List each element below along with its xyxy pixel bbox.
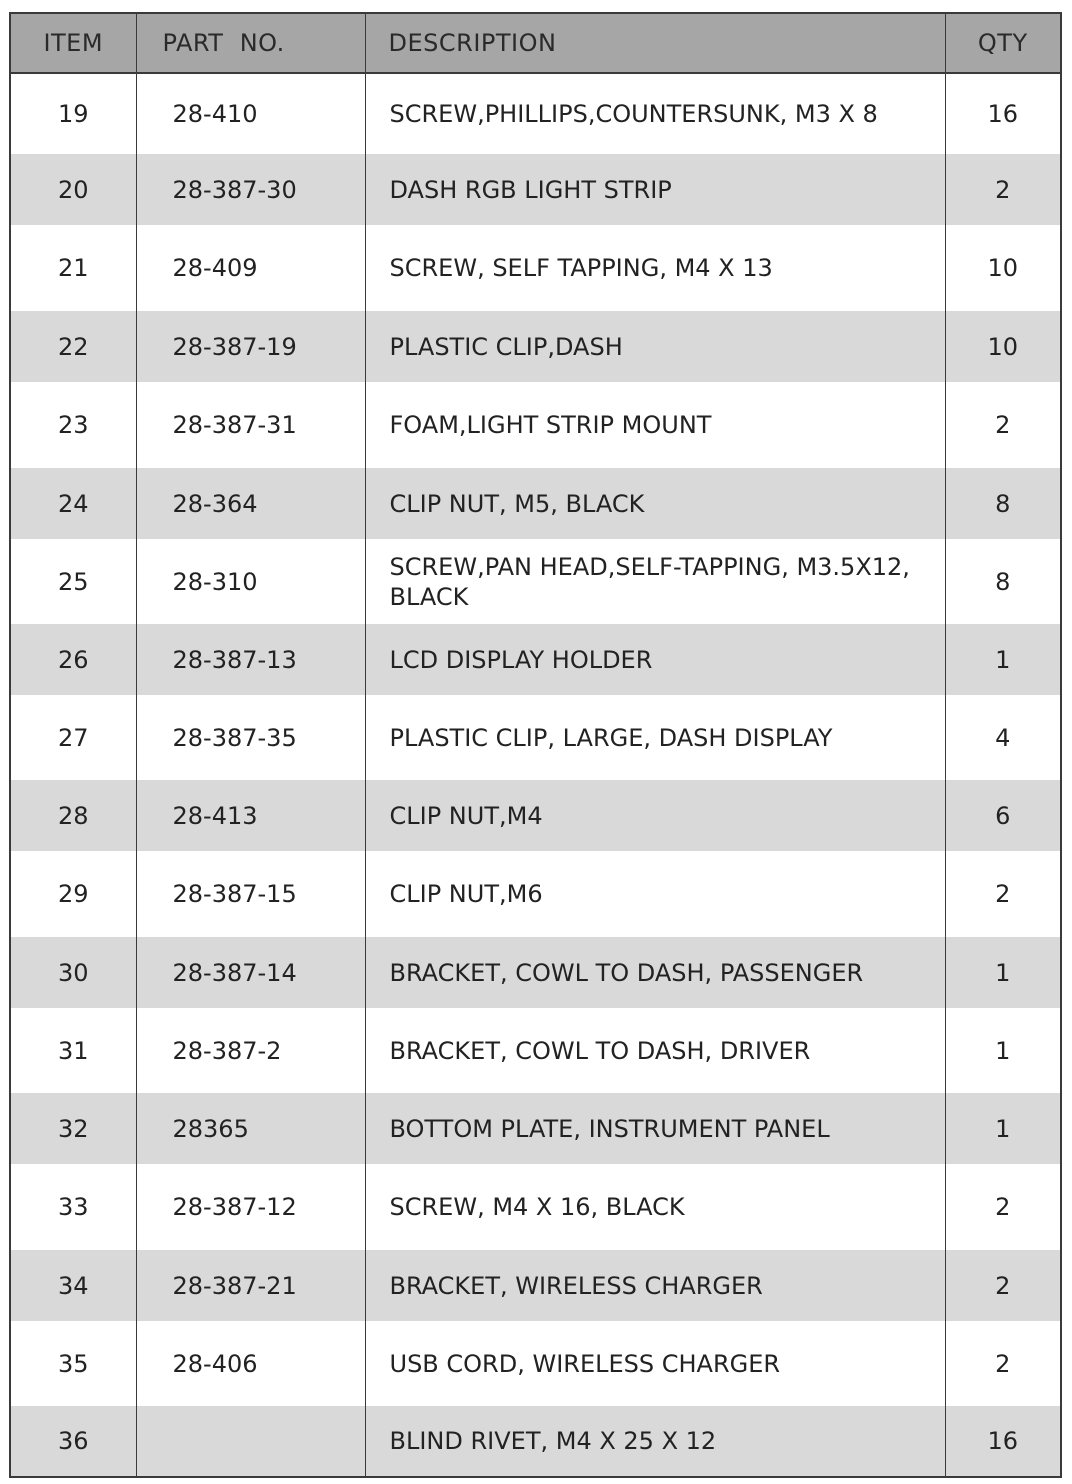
table-body bbox=[10, 73, 1061, 1477]
cell-part-no: 28-406 bbox=[136, 1321, 365, 1406]
cell-part-no: 28-410 bbox=[136, 73, 365, 154]
cell-item: 21 bbox=[10, 225, 136, 311]
cell-qty: 2 bbox=[945, 851, 1061, 937]
cell-description: BRACKET, COWL TO DASH, DRIVER bbox=[365, 1008, 945, 1093]
table-row bbox=[10, 937, 1061, 1008]
cell-qty: 2 bbox=[945, 1250, 1061, 1321]
cell-description: DASH RGB LIGHT STRIP bbox=[365, 154, 945, 225]
table-row bbox=[10, 780, 1061, 851]
cell-qty: 10 bbox=[945, 311, 1061, 382]
cell-part-no: 28-409 bbox=[136, 225, 365, 311]
cell-item: 23 bbox=[10, 382, 136, 468]
cell-qty: 2 bbox=[945, 154, 1061, 225]
cell-item: 36 bbox=[10, 1406, 136, 1477]
cell-part-no: 28-387-12 bbox=[136, 1164, 365, 1250]
cell-description: SCREW,PAN HEAD,SELF-TAPPING, M3.5X12, BLACK bbox=[365, 539, 945, 624]
cell-item: 31 bbox=[10, 1008, 136, 1093]
table-row bbox=[10, 695, 1061, 780]
cell-item: 33 bbox=[10, 1164, 136, 1250]
cell-qty: 1 bbox=[945, 1008, 1061, 1093]
cell-description: PLASTIC CLIP,DASH bbox=[365, 311, 945, 382]
cell-item: 35 bbox=[10, 1321, 136, 1406]
table-row bbox=[10, 468, 1061, 539]
cell-qty: 10 bbox=[945, 225, 1061, 311]
cell-qty: 2 bbox=[945, 382, 1061, 468]
cell-description: BOTTOM PLATE, INSTRUMENT PANEL bbox=[365, 1093, 945, 1164]
table-row bbox=[10, 1406, 1061, 1477]
header-description: DESCRIPTION bbox=[365, 13, 945, 73]
table-header-row bbox=[10, 13, 1061, 73]
cell-qty: 16 bbox=[945, 1406, 1061, 1477]
parts-list-table bbox=[9, 12, 1062, 1478]
cell-description: PLASTIC CLIP, LARGE, DASH DISPLAY bbox=[365, 695, 945, 780]
cell-description: CLIP NUT,M4 bbox=[365, 780, 945, 851]
cell-description: SCREW, M4 X 16, BLACK bbox=[365, 1164, 945, 1250]
table-row bbox=[10, 1321, 1061, 1406]
cell-part-no: 28-387-2 bbox=[136, 1008, 365, 1093]
table-row bbox=[10, 624, 1061, 695]
cell-part-no: 28-387-14 bbox=[136, 937, 365, 1008]
cell-part-no: 28-387-31 bbox=[136, 382, 365, 468]
cell-item: 34 bbox=[10, 1250, 136, 1321]
cell-qty: 2 bbox=[945, 1321, 1061, 1406]
header-item: ITEM bbox=[10, 13, 136, 73]
cell-description: SCREW, SELF TAPPING, M4 X 13 bbox=[365, 225, 945, 311]
table-row bbox=[10, 382, 1061, 468]
cell-description: BRACKET, COWL TO DASH, PASSENGER bbox=[365, 937, 945, 1008]
cell-part-no bbox=[136, 1406, 365, 1477]
cell-part-no: 28-413 bbox=[136, 780, 365, 851]
cell-item: 19 bbox=[10, 73, 136, 154]
cell-part-no: 28-310 bbox=[136, 539, 365, 624]
cell-item: 29 bbox=[10, 851, 136, 937]
cell-qty: 8 bbox=[945, 539, 1061, 624]
cell-description: FOAM,LIGHT STRIP MOUNT bbox=[365, 382, 945, 468]
cell-item: 32 bbox=[10, 1093, 136, 1164]
cell-part-no: 28-387-13 bbox=[136, 624, 365, 695]
table-row bbox=[10, 539, 1061, 624]
cell-description: LCD DISPLAY HOLDER bbox=[365, 624, 945, 695]
cell-item: 27 bbox=[10, 695, 136, 780]
cell-description: BLIND RIVET, M4 X 25 X 12 bbox=[365, 1406, 945, 1477]
table-row bbox=[10, 1250, 1061, 1321]
cell-description: BRACKET, WIRELESS CHARGER bbox=[365, 1250, 945, 1321]
cell-item: 30 bbox=[10, 937, 136, 1008]
cell-part-no: 28365 bbox=[136, 1093, 365, 1164]
cell-description: USB CORD, WIRELESS CHARGER bbox=[365, 1321, 945, 1406]
table-row bbox=[10, 1093, 1061, 1164]
cell-qty: 6 bbox=[945, 780, 1061, 851]
table-row bbox=[10, 311, 1061, 382]
cell-qty: 8 bbox=[945, 468, 1061, 539]
cell-qty: 1 bbox=[945, 1093, 1061, 1164]
cell-item: 28 bbox=[10, 780, 136, 851]
cell-qty: 2 bbox=[945, 1164, 1061, 1250]
cell-part-no: 28-364 bbox=[136, 468, 365, 539]
cell-part-no: 28-387-15 bbox=[136, 851, 365, 937]
cell-description: CLIP NUT,M6 bbox=[365, 851, 945, 937]
cell-description: SCREW,PHILLIPS,COUNTERSUNK, M3 X 8 bbox=[365, 73, 945, 154]
cell-qty: 1 bbox=[945, 937, 1061, 1008]
cell-item: 20 bbox=[10, 154, 136, 225]
cell-part-no: 28-387-21 bbox=[136, 1250, 365, 1321]
cell-item: 24 bbox=[10, 468, 136, 539]
cell-item: 22 bbox=[10, 311, 136, 382]
cell-item: 26 bbox=[10, 624, 136, 695]
header-part-no: PART NO. bbox=[136, 13, 365, 73]
header-qty: QTY bbox=[945, 13, 1061, 73]
cell-qty: 4 bbox=[945, 695, 1061, 780]
table-row bbox=[10, 851, 1061, 937]
table-row bbox=[10, 1008, 1061, 1093]
table-row bbox=[10, 73, 1061, 154]
cell-description: CLIP NUT, M5, BLACK bbox=[365, 468, 945, 539]
table-row bbox=[10, 225, 1061, 311]
cell-part-no: 28-387-35 bbox=[136, 695, 365, 780]
cell-qty: 16 bbox=[945, 73, 1061, 154]
table-row bbox=[10, 1164, 1061, 1250]
cell-item: 25 bbox=[10, 539, 136, 624]
cell-qty: 1 bbox=[945, 624, 1061, 695]
cell-part-no: 28-387-19 bbox=[136, 311, 365, 382]
table-row bbox=[10, 154, 1061, 225]
cell-part-no: 28-387-30 bbox=[136, 154, 365, 225]
